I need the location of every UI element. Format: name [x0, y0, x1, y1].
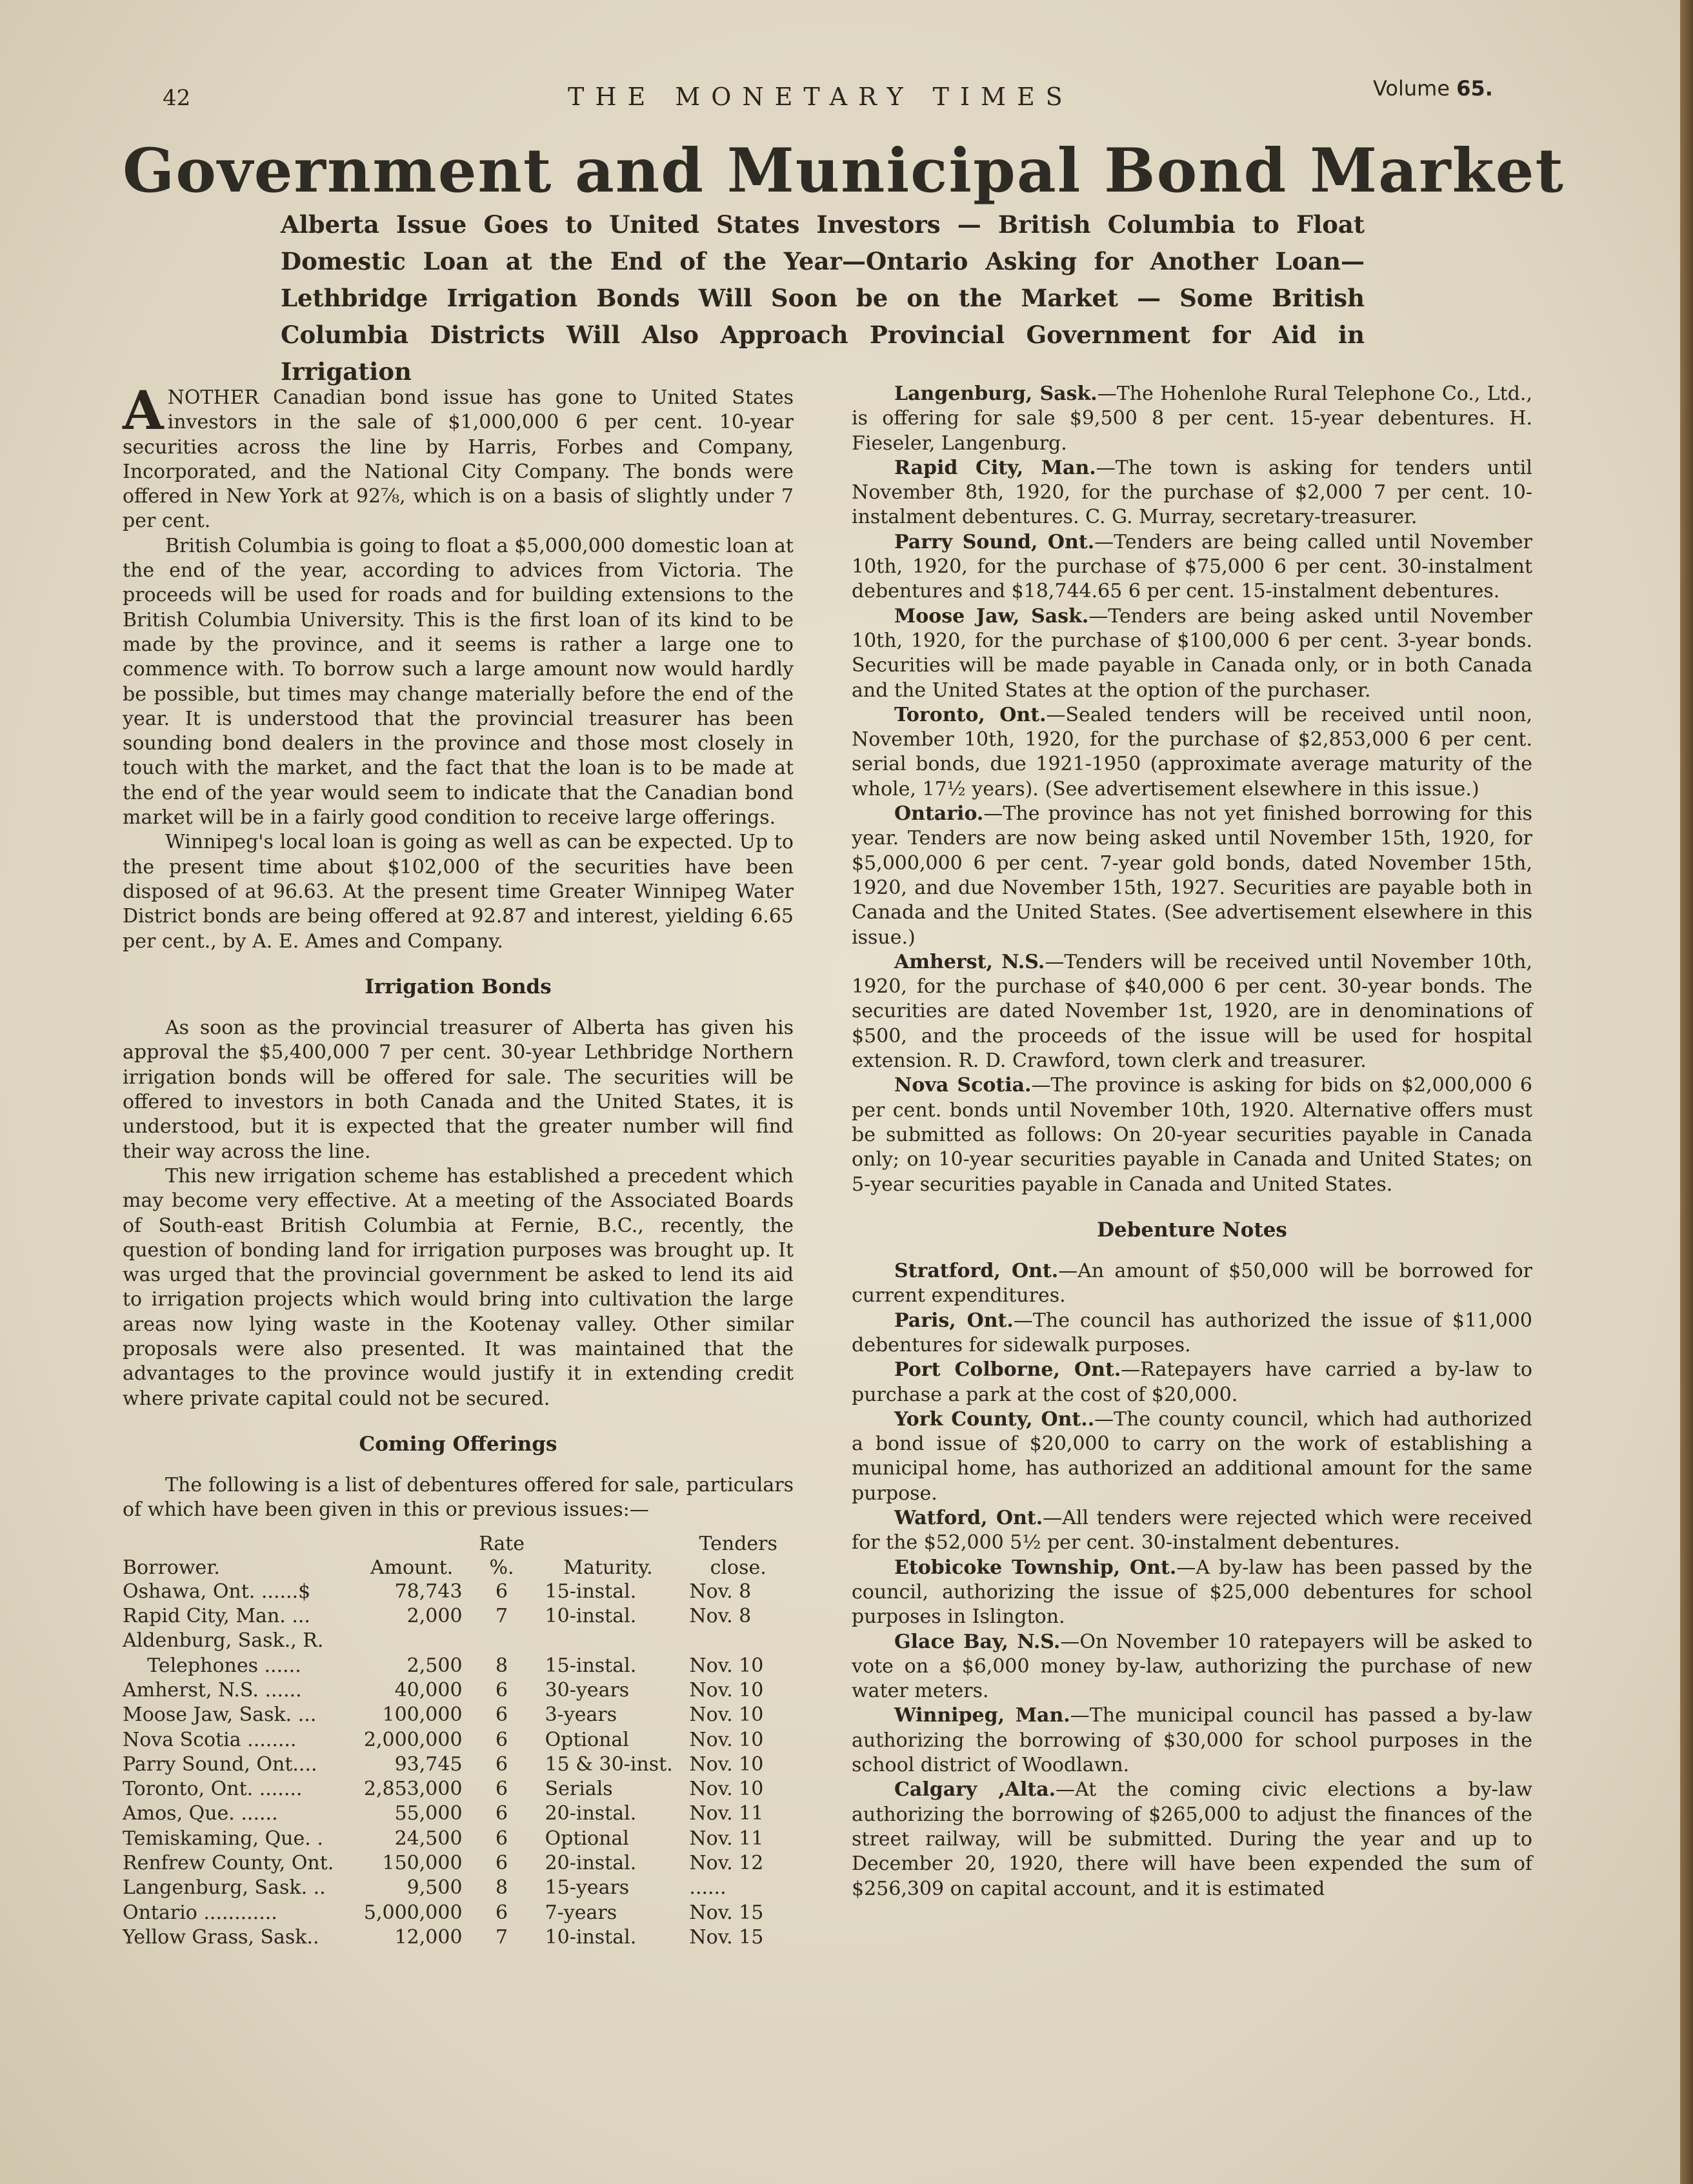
notice-item: [852, 1407, 1532, 1506]
col-header-maturity: Maturity.: [563, 1556, 653, 1579]
notice-item: [852, 1259, 1532, 1309]
cell-rate: [470, 1629, 534, 1653]
notice-text: —Tenders are being asked until November 10th, 1920, for the purchase of $100,000 6 per cent. 3-year bonds. Securities will be made payable in Canada only, or in both Canada and the United States at the option of the purchaser.: [852, 604, 1532, 702]
notice-text: —The municipal council has passed a by-law authorizing the borrowing of $30,000 for school purposes in the school district of Woodlawn.: [852, 1704, 1532, 1777]
notice-text: —All tenders were rejected which were received for the $52,000 5½ per cent. 30-instalment debentures.: [852, 1507, 1532, 1554]
cell-amount: [354, 1629, 470, 1653]
col-header-rate: Rate %.: [479, 1532, 525, 1579]
offerings-table: [123, 1532, 794, 1950]
left-column: [123, 380, 794, 1950]
section-heading: Coming Offerings: [359, 1432, 557, 1456]
table-row: [123, 1802, 794, 1826]
table-row: [123, 1678, 794, 1703]
cell-rate: 6: [496, 1580, 508, 1603]
notice-text: —The province is asking for bids on $2,000,000 6 per cent. bonds until November 10th, 1920. Alternative offers must be submitted as follows: On 20-year securities payable in Canada only; on 10-year securities payable in Canada and United States; on 5-year securities payable in Canada and United States.: [852, 1074, 1532, 1196]
notice-place: Glace Bay, N.S.: [894, 1630, 1061, 1653]
cell-rate: 6: [496, 1778, 508, 1801]
notice-text: —The council has authorized the issue of $11,000 debentures for sidewalk purposes.: [852, 1309, 1532, 1356]
notice-place: Langenburg, Sask.: [894, 382, 1097, 405]
cell-amount: 93,745: [394, 1752, 463, 1776]
notice-item: [852, 1556, 1532, 1630]
cell-close: Nov. 10: [689, 1752, 764, 1776]
cell-close: Nov. 8: [689, 1580, 752, 1603]
cell-close: Nov. 11: [689, 1802, 764, 1825]
table-row: [123, 1851, 794, 1876]
cell-borrower: Yellow Grass, Sask..: [123, 1925, 319, 1949]
paragraph: As soon as the provincial treasurer of Alberta has given his approval the $5,400,000 7 per cent. 30-year Lethbridge Northern irrigation bonds will be offered for sale. The securities will be offered to investors in both Canada and the United States, it is understood, but it is expected that the greater number will find their way across the line.: [123, 1017, 794, 1163]
table-row: [123, 1604, 794, 1629]
tenders-header-line: close.: [710, 1556, 766, 1579]
cell-maturity: Optional: [545, 1827, 629, 1850]
notice-place: Calgary ,Alta.: [894, 1778, 1056, 1802]
cell-rate: 6: [496, 1852, 508, 1875]
paragraph-text: NOTHER Canadian bond issue has gone to United States investors in the sale of $1,000,000 6 per cent. 10-year securities across the line by Harris, Forbes and Company, Incorporated, and the National City Company. The bonds were offered in New York at 92⅞, which is on a basis of slightly under 7 per cent.: [123, 386, 794, 533]
notice-text: —A by-law has been passed by the council, authorizing the issue of $25,000 debentures for school purposes in Islington.: [852, 1556, 1533, 1629]
paragraph: British Columbia is going to float a $5,000,000 domestic loan at the end of the year, according to advices from Victoria. The proceeds will be used for roads and for building extensions to the British Columbia University. This is the first loan of its kind to be made by the province, and it seems is rather a large one to commence with. To borrow such a large amount now would hardly be possible, but times may change materially before the end of the year. It is understood that the provincial treasurer has been sounding bond dealers in the province and those most closely in touch with the market, and the fact that the loan is to be made at the end of the year would seem to indicate that the Canadian bond market will be in a fairly good condition to receive large offerings.: [123, 534, 794, 829]
notice-item: [852, 703, 1532, 802]
drop-cap: A: [123, 380, 164, 442]
running-head: [0, 76, 1693, 115]
cell-amount: 2,000: [406, 1605, 463, 1628]
article-title: Government and Municipal Bond Market: [123, 135, 1565, 206]
cell-amount: 2,853,000: [363, 1778, 463, 1801]
notice-place: Amherst, N.S.: [894, 950, 1045, 973]
cell-close: Nov. 15: [689, 1901, 764, 1924]
cell-maturity: 15-instal.: [545, 1654, 637, 1677]
notice-item: [852, 802, 1532, 950]
cell-close: Nov. 10: [689, 1778, 764, 1801]
cell-maturity: Serials: [545, 1778, 613, 1801]
cell-close: ......: [689, 1876, 726, 1900]
table-row: [123, 1777, 794, 1802]
notice-place: Port Colborne, Ont.: [894, 1358, 1121, 1382]
deck-line: Alberta Issue Goes to United States Investors — British Columbia to Float: [281, 210, 1365, 239]
notice-place: Moose Jaw, Sask.: [894, 604, 1089, 628]
binding-shadow: [1680, 0, 1693, 2184]
notice-place: York County, Ont..: [894, 1407, 1095, 1431]
cell-close: Nov. 12: [689, 1852, 764, 1875]
cell-borrower: Langenburg, Sask. ..: [123, 1876, 326, 1900]
deck-line: Domestic Loan at the End of the Year—Ontario Asking for Another Loan—: [281, 247, 1365, 275]
table-row: [123, 1580, 794, 1604]
cell-maturity: 15-instal.: [545, 1580, 637, 1603]
right-column: [852, 382, 1532, 1901]
cell-rate: 6: [496, 1678, 508, 1702]
cell-amount: 2,500: [406, 1654, 463, 1677]
cell-amount: 100,000: [382, 1703, 463, 1727]
cell-borrower: Rapid City, Man. ...: [123, 1605, 310, 1628]
cell-borrower: Temiskaming, Que. .: [123, 1827, 323, 1850]
cell-maturity: 20-instal.: [545, 1802, 637, 1825]
cell-rate: 6: [496, 1901, 508, 1924]
notice-item: [852, 1309, 1532, 1358]
cell-rate: 6: [496, 1802, 508, 1825]
col-header-amount: Amount.: [370, 1556, 454, 1579]
cell-close: Nov. 8: [689, 1605, 752, 1628]
cell-close: Nov. 11: [689, 1827, 764, 1850]
cell-rate: 6: [496, 1827, 508, 1850]
notice-item: [852, 1778, 1532, 1901]
cell-borrower: Renfrew County, Ont.: [123, 1852, 334, 1875]
debenture-notes-list: [852, 1259, 1532, 1901]
cell-maturity: 20-instal.: [545, 1852, 637, 1875]
cell-maturity: 30-years: [545, 1678, 630, 1702]
table-row: [123, 1827, 794, 1851]
cell-rate: 7: [496, 1925, 508, 1949]
notice-text: —On November 10 ratepayers will be asked to vote on a $6,000 money by-law, authorizing the purchase of new water meters.: [852, 1630, 1533, 1703]
paragraph: This new irrigation scheme has established a precedent which may become very effective. At a meeting of the Associated Boards of South-east British Columbia at Fernie, B.C., recently, the question of bonding land for irrigation purposes was brought up. It was urged that the provincial government be asked to lend its aid to irrigation projects which would bring into cultivation the large areas now lying waste in the Kootenay valley. Other similar proposals were also presented. It was maintained that the advantages to the province would justify it in extending credit where private capital could not be secured.: [123, 1164, 794, 1410]
table-row: [123, 1629, 794, 1653]
notice-place: Parry Sound, Ont.: [894, 530, 1095, 553]
notice-text: —The Hohenlohe Rural Telephone Co., Ltd., is offering for sale $9,500 8 per cent. 15-year debentures. H. Fieseler, Langenburg.: [852, 382, 1532, 455]
cell-amount: 78,743: [394, 1580, 463, 1603]
notice-place: Winnipeg, Man.: [894, 1704, 1070, 1727]
article-deck: [281, 206, 1365, 386]
notice-text: —Tenders will be received until November 10th, 1920, for the purchase of $40,000 6 per cent. 30-year bonds. The securities are dated November 1st, 1920, are in denominations of $500, and the proceeds of the issue will be used for hospital extension. R. D. Crawford, town clerk and treasurer.: [852, 950, 1532, 1073]
cell-maturity: 15-years: [545, 1876, 630, 1900]
cell-close: Nov. 10: [689, 1678, 764, 1702]
paragraph: The following is a list of debentures offered for sale, particulars of which have been given in this or previous issues:—: [123, 1474, 794, 1522]
cell-rate: 8: [496, 1654, 508, 1677]
cell-rate: 6: [496, 1703, 508, 1727]
notice-place: Nova Scotia.: [894, 1074, 1032, 1097]
notice-place: Ontario.: [894, 802, 984, 826]
cell-maturity: Optional: [545, 1728, 629, 1751]
table-row: [123, 1876, 794, 1900]
volume-label: [1373, 76, 1493, 101]
cell-borrower: Oshawa, Ont. ......$: [123, 1580, 311, 1603]
cell-amount: 150,000: [382, 1852, 463, 1875]
notice-text: —The province has not yet finished borrowing for this year. Tenders are now being asked until November 15th, 1920, for $5,000,000 6 per cent. 7-year gold bonds, dated November 15th, 1920, and due November 15th, 1927. Securities are payable both in Canada and the United States. (See advertisement elsewhere in this issue.): [852, 802, 1532, 949]
table-row: [123, 1901, 794, 1925]
cell-amount: 5,000,000: [363, 1901, 463, 1924]
deck-line: Columbia Districts Will Also Approach Provincial Government for Aid in Irrigation: [281, 321, 1365, 386]
notice-place: Rapid City, Man.: [894, 456, 1096, 479]
notice-text: —Sealed tenders will be received until noon, November 10th, 1920, for the purchase of $2,853,000 6 per cent. serial bonds, due 1921-1950 (approximate average maturity of the whole, 17½ years). (See advertisement elsewhere in this issue.): [852, 703, 1532, 800]
tenders-header-line: Tenders: [699, 1532, 777, 1555]
notice-place: Toronto, Ont.: [894, 703, 1047, 726]
cell-rate: 8: [496, 1876, 508, 1900]
cell-maturity: [534, 1629, 683, 1653]
section-heading: Debenture Notes: [1097, 1218, 1287, 1242]
notice-item: [852, 456, 1532, 530]
cell-borrower: Amos, Que. ......: [123, 1802, 278, 1825]
cell-amount: 24,500: [394, 1827, 463, 1850]
cell-borrower: Ontario ............: [123, 1901, 277, 1924]
cell-amount: 40,000: [394, 1678, 463, 1702]
table-row: [123, 1728, 794, 1752]
notice-item: [852, 1073, 1532, 1196]
cell-amount: 2,000,000: [363, 1728, 463, 1751]
cell-maturity: 7-years: [545, 1901, 617, 1924]
notice-text: —Ratepayers have carried a by-law to purchase a park at the cost of $20,000.: [852, 1358, 1532, 1406]
notice-text: —Tenders are being called until November 10th, 1920, for the purchase of $75,000 6 per cent. 30-instalment debentures and $18,744.65 6 per cent. 15-instalment debentures.: [852, 530, 1532, 603]
notice-text: —At the coming civic elections a by-law authorizing the borrowing of $265,000 to adjust the finances of the street railway, will be submitted. During the year and up to December 20, 1920, there will have been expended the sum of $256,309 on capital account, and it is estimated: [852, 1778, 1532, 1900]
col-header-borrower: Borrower.: [123, 1556, 220, 1579]
offerings-table-body: [123, 1580, 794, 1950]
deck-line: Lethbridge Irrigation Bonds Will Soon be on the Market — Some British: [281, 284, 1365, 312]
cell-borrower: Aldenburg, Sask., R.: [123, 1629, 324, 1653]
cell-rate: 7: [496, 1605, 508, 1628]
cell-amount: 9,500: [406, 1876, 463, 1900]
volume-word: Volume: [1373, 76, 1450, 101]
section-heading: Irrigation Bonds: [365, 975, 552, 998]
cell-close: Nov. 10: [689, 1703, 764, 1727]
notice-item: [852, 1703, 1532, 1778]
notice-item: [852, 1630, 1532, 1704]
paragraph: [123, 380, 794, 534]
cell-borrower: Telephones ......: [123, 1654, 301, 1677]
paragraph: Winnipeg's local loan is going as well as can be expected. Up to the present time about $102,000 of the securities have been disposed of at 96.63. At the present time Greater Winnipeg Water District bonds are being offered at 92.87 and interest, yielding 6.65 per cent., by A. E. Ames and Company.: [123, 831, 794, 953]
cell-borrower: Moose Jaw, Sask. ...: [123, 1703, 317, 1727]
cell-close: Nov. 15: [689, 1925, 764, 1949]
cell-borrower: Nova Scotia ........: [123, 1728, 297, 1751]
cell-maturity: 10-instal.: [545, 1925, 637, 1949]
cell-maturity: 15 & 30-inst.: [545, 1752, 673, 1776]
cell-borrower: Parry Sound, Ont....: [123, 1752, 317, 1776]
cell-amount: 12,000: [394, 1925, 463, 1949]
table-row: [123, 1654, 794, 1678]
cell-close: [683, 1629, 794, 1653]
notice-place: Watford, Ont.: [894, 1507, 1043, 1530]
table-row: [123, 1703, 794, 1727]
notice-item: [852, 1506, 1532, 1556]
table-header-row: [123, 1532, 794, 1580]
col-header-tenders: [683, 1532, 794, 1580]
cell-rate: 6: [496, 1728, 508, 1751]
journal-title: THE MONETARY TIMES: [568, 83, 1074, 111]
notice-item: [852, 950, 1532, 1073]
table-row: [123, 1752, 794, 1777]
notice-text: —The town is asking for tenders until November 8th, 1920, for the purchase of $2,000 7 per cent. 10-instalment debentures. C. G. Murray, secretary-treasurer.: [852, 456, 1532, 529]
notice-place: Paris, Ont.: [894, 1309, 1014, 1332]
cell-maturity: 3-years: [545, 1703, 617, 1727]
cell-borrower: Amherst, N.S. ......: [123, 1678, 302, 1702]
notice-list: [852, 382, 1532, 1197]
cell-close: Nov. 10: [689, 1654, 764, 1677]
cell-rate: 6: [496, 1752, 508, 1776]
notice-text: —An amount of $50,000 will be borrowed for current expenditures.: [852, 1260, 1532, 1307]
cell-borrower: Toronto, Ont. .......: [123, 1778, 303, 1801]
notice-item: [852, 604, 1532, 703]
volume-number: 65.: [1456, 76, 1493, 101]
notice-item: [852, 530, 1532, 604]
cell-maturity: 10-instal.: [545, 1605, 637, 1628]
table-row: [123, 1925, 794, 1950]
cell-close: Nov. 10: [689, 1728, 764, 1751]
cell-amount: 55,000: [394, 1802, 463, 1825]
notice-place: Etobicoke Township, Ont.: [894, 1556, 1177, 1579]
notice-place: Stratford, Ont.: [894, 1260, 1059, 1283]
notice-item: [852, 382, 1532, 456]
page-number: 42: [163, 85, 191, 111]
notice-item: [852, 1358, 1532, 1407]
notice-text: —The county council, which had authorized a bond issue of $20,000 to carry on the work of establishing a municipal home, has authorized an additional amount for the same purpose.: [852, 1407, 1532, 1505]
